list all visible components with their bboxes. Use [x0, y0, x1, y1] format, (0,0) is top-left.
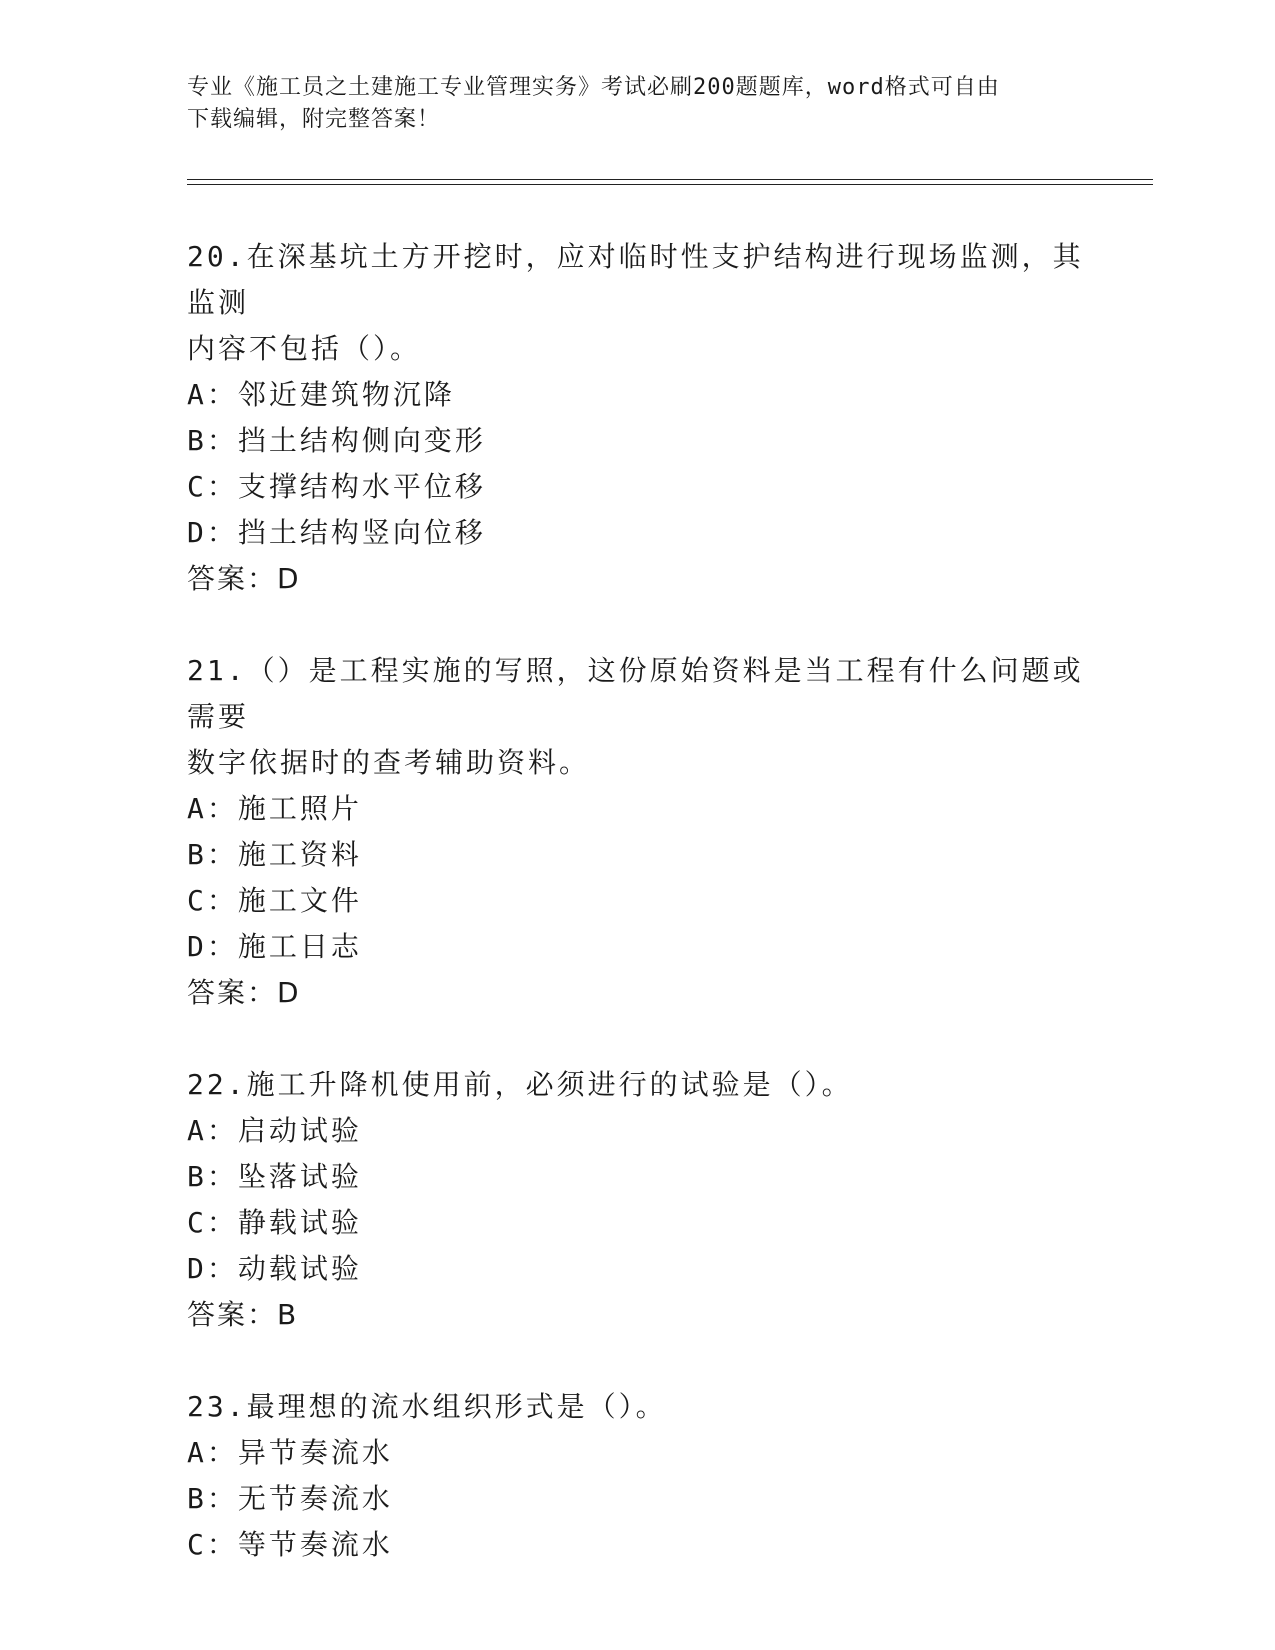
header-divider-bottom [187, 184, 1153, 185]
option-b: B：挡土结构侧向变形 [187, 424, 486, 457]
question-stem-line: 20.在深基坑土方开挖时，应对临时性支护结构进行现场监测，其监测 [187, 240, 1084, 319]
option-d: D：动载试验 [187, 1252, 362, 1285]
question-23 [187, 1384, 1087, 1568]
document-header [187, 72, 1087, 136]
question-20 [187, 234, 1087, 602]
option-a: A：邻近建筑物沉降 [187, 378, 455, 411]
question-stem-line: 23.最理想的流水组织形式是（）。 [187, 1390, 667, 1423]
option-d: D：挡土结构竖向位移 [187, 516, 486, 549]
option-b: B：坠落试验 [187, 1160, 362, 1193]
header-line-2: 下载编辑，附完整答案！ [187, 107, 441, 132]
option-b: B：无节奏流水 [187, 1482, 393, 1515]
option-d: D：施工日志 [187, 930, 362, 963]
option-b: B：施工资料 [187, 838, 362, 871]
question-list [187, 234, 1087, 1614]
answer: 答案：D [187, 562, 301, 595]
answer: 答案：B [187, 1298, 299, 1331]
option-c: C：静载试验 [187, 1206, 362, 1239]
header-line-1: 专业《施工员之土建施工专业管理实务》考试必刷200题题库，word格式可自由 [187, 75, 1000, 100]
answer: 答案：D [187, 976, 301, 1009]
option-a: A：施工照片 [187, 792, 362, 825]
question-stem-line: 22.施工升降机使用前，必须进行的试验是（）。 [187, 1068, 853, 1101]
question-21 [187, 648, 1087, 1016]
option-c: C：支撑结构水平位移 [187, 470, 486, 503]
question-stem-line: 21.（）是工程实施的写照，这份原始资料是当工程有什么问题或需要 [187, 654, 1084, 733]
option-c: C：等节奏流水 [187, 1528, 393, 1561]
question-22 [187, 1062, 1087, 1338]
question-stem-line: 内容不包括（）。 [187, 332, 422, 365]
option-a: A：异节奏流水 [187, 1436, 393, 1469]
header-divider-top [187, 179, 1153, 180]
option-a: A：启动试验 [187, 1114, 362, 1147]
option-c: C：施工文件 [187, 884, 362, 917]
question-stem-line: 数字依据时的查考辅助资料。 [187, 746, 591, 779]
